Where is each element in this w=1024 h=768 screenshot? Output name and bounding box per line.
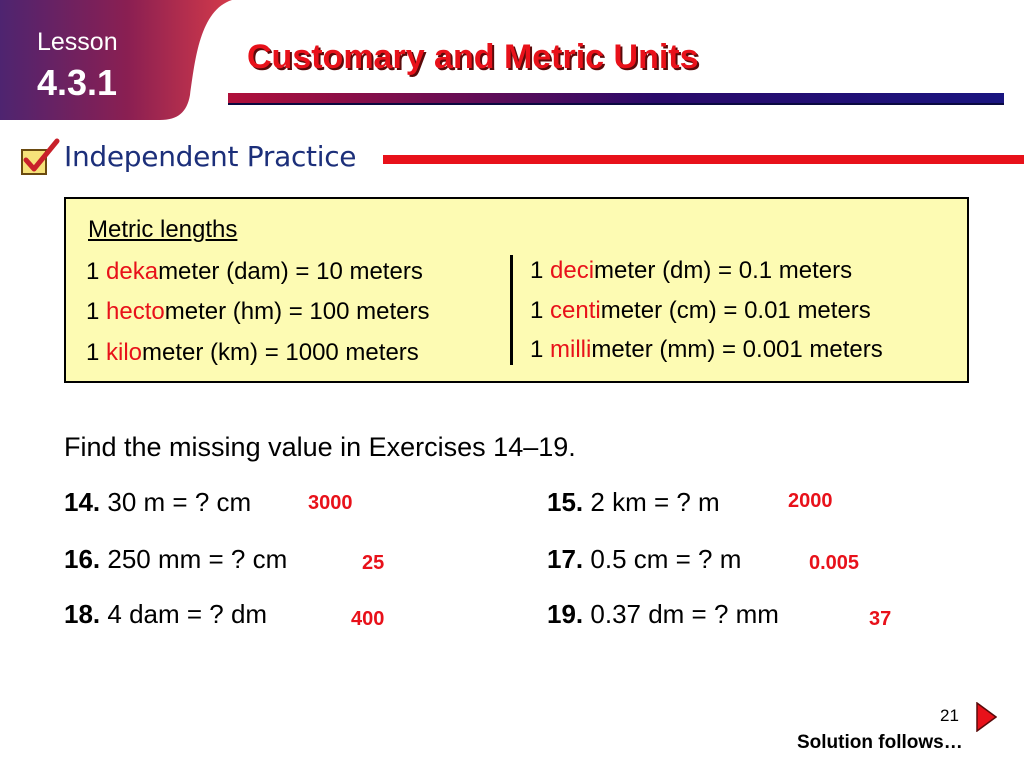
page-number: 21 (940, 706, 959, 725)
unit-prefix: kilo (106, 339, 143, 366)
next-arrow-icon[interactable] (975, 702, 997, 732)
column-divider (510, 255, 513, 365)
conversion-row: 1 hectometer (hm) = 100 meters (86, 298, 430, 325)
checkmark-icon (20, 138, 60, 176)
conversion-row: 1 millimeter (mm) = 0.001 meters (530, 336, 883, 363)
unit-prefix: milli (550, 336, 592, 363)
exercise-14: 14. 30 m = ? cm (64, 487, 252, 517)
conversion-row: 1 decimeter (dm) = 0.1 meters (530, 257, 853, 284)
exercise-16: 16. 250 mm = ? cm (64, 544, 288, 574)
unit-prefix: centi (550, 297, 601, 324)
solution-follows-label: Solution follows… (797, 732, 963, 753)
answer-14: 3000 (308, 492, 353, 514)
box-heading: Metric lengths (88, 216, 238, 243)
answer-16: 25 (362, 552, 385, 574)
conversion-row: 1 kilometer (km) = 1000 meters (86, 339, 419, 366)
answer-17: 0.005 (809, 552, 860, 574)
answer-19: 37 (869, 608, 892, 630)
page-title: Customary and Metric Units (247, 38, 699, 76)
metric-lengths-box (64, 197, 969, 383)
lesson-label: Lesson (37, 28, 118, 56)
lesson-badge (0, 0, 232, 120)
exercise-15: 15. 2 km = ? m (547, 487, 720, 517)
exercise-19: 19. 0.37 dm = ? mm (547, 599, 779, 629)
answer-18: 400 (351, 608, 385, 630)
lesson-number: 4.3.1 (37, 62, 118, 103)
unit-prefix: hecto (106, 298, 165, 325)
exercise-18: 18. 4 dam = ? dm (64, 599, 268, 629)
title-underline (228, 93, 1004, 105)
instructions: Find the missing value in Exercises 14–19. (64, 432, 576, 462)
section-divider (383, 155, 1024, 164)
section-title: Independent Practice (64, 140, 357, 173)
answer-15: 2000 (788, 490, 833, 512)
unit-prefix: deci (550, 257, 595, 284)
exercise-17: 17. 0.5 cm = ? m (547, 544, 742, 574)
conversion-row: 1 centimeter (cm) = 0.01 meters (530, 297, 871, 324)
unit-prefix: deka (106, 258, 159, 285)
conversion-row: 1 dekameter (dam) = 10 meters (86, 258, 423, 285)
